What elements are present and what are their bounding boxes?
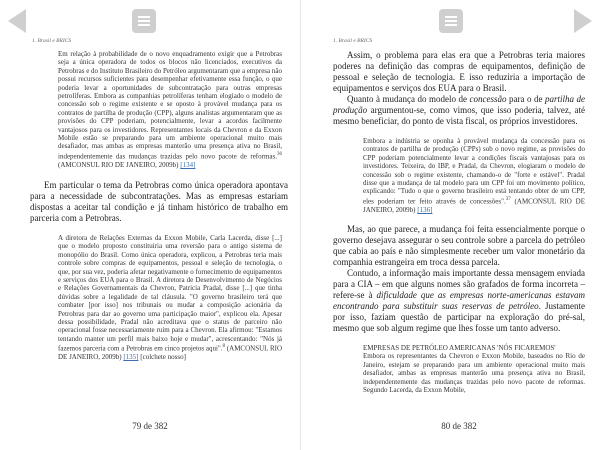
menu-icon[interactable] bbox=[132, 9, 156, 33]
footnote-ref[interactable]: 37 bbox=[505, 196, 511, 202]
text-run: . Justamente por isso, faziam questão de participar na exploração do pré-sal, mesmo que sob algum regime que lhes fosse um tanto adverso. bbox=[333, 300, 585, 333]
right-page-content bbox=[333, 50, 585, 394]
quote-note: [colchete nosso] bbox=[138, 353, 186, 362]
emphasis: dificuldade que as empresas norte-americanas estavam encontrando para substituir suas reservas de petróleo bbox=[333, 289, 585, 311]
emphasis: concessão bbox=[469, 94, 507, 104]
block-quote bbox=[363, 344, 585, 394]
text-run: argumentou-se, como vimos, que isso poderia, talvez, até mesmo beneficiar, do ponto de vista fiscal, os próprios investidores. bbox=[333, 105, 585, 126]
menu-icon[interactable] bbox=[439, 9, 463, 33]
body-paragraph bbox=[333, 94, 585, 127]
page-number: 79 de 382 bbox=[132, 421, 168, 431]
quote-source: (AMCONSUL RIO DE JANEIRO, 2009b) bbox=[58, 160, 181, 169]
reference-link[interactable]: [136] bbox=[417, 205, 433, 214]
quote-text: Em relação à probabilidade de o novo enquadramento exigir que a Petrobras seja a única operadora de todos os blocos não licenciados, executivos da Petrobras e do Instituto Brasileiro do Petróleo argumentaram que a empresa não possui recursos suficientes para desempenhar efetivamente essa função, o que poderia levar a oportunidades de subcontratação para outras empresas petrolíferas. Embora as companhias petrolíferas tenham elogiado o modelo de concessão sob o regime existente e se oposto à provável mudança para os contratos de partilha de produção (CPP), alguns analistas argumentaram que as provisões do CPP poderiam, potencialmente, levar a acordos facilmente vantajosos para os investidores. Representantes locais da Chevron e da Exxon Mobile estão se preparando para um ambiente operacional muito mais desafiador, mas ambas as empresas manterão uma presença ativa no Brasil, independentemente das mudanças trazidas pelo novo pacote de reformas. bbox=[58, 50, 282, 161]
body-paragraph: Assim, o problema para elas era que a Petrobras teria maiores poderes na definição das compras de equipamentos, definição de pessoal e seleção de tecnologia. E isso reduziria a importação de equipamentos e serviços dos EUA para o Brasil. bbox=[333, 50, 585, 93]
text-run: para o de bbox=[506, 94, 545, 104]
quote-heading: EMPRESAS DE PETRÓLEO AMERICANAS 'NÓS FICAREMOS' bbox=[363, 343, 556, 352]
left-page-content bbox=[30, 50, 288, 361]
left-page-toolbar bbox=[0, 0, 300, 36]
body-paragraph bbox=[333, 268, 585, 334]
quote-text: Embora a indústria se oponha à provável mudança da concessão para os contratos de partilha de produção (CPPs) sob o novo regime, as provisões do CPP poderiam potencialmente levar a condições fiscais vantajosas para os investidores. Teixeira, do IBP, e Pradal, da Chevron, elogiaram o modelo de concessão sob o regime existente, chamando-o de "forte e estável". Pradal disse que a mudança de tal modelo para um CPP foi um movimento político, explicando: "Tudo o que o governo brasileiro está tentando obter de um CPP, eles poderiam ter feito através de concessões". bbox=[363, 137, 585, 206]
text-run: Quanto à mudança do modelo de bbox=[347, 94, 470, 104]
block-quote bbox=[363, 137, 585, 214]
block-quote bbox=[58, 234, 282, 361]
block-quote bbox=[58, 50, 282, 169]
right-page-toolbar bbox=[301, 0, 600, 36]
running-head: 1. Brasil e BRICS bbox=[333, 38, 373, 44]
emphasis: partilha de produção bbox=[333, 94, 586, 115]
quote-text: A diretora de Relações Externas da Exxon Mobile, Carla Lacerda, disse [...] que o modelo proposto constituiria uma reversão para o antigo sistema de monopólio do Brasil. Como única operadora, explicou, a Petrobras teria mais controle sobre compras de equipamentos, pessoal e seleção de tecnologia, o que, por sua vez, poderia afetar negativamente o fornecimento de equipamentos e serviços dos EUA para o Brasil. A diretora de Desenvolvimento de Negócios e Relações Governamentais da Chevron, Patricia Pradal, disse [...] que tinha dúvidas sobre a legalidade de tal cláusula. "O governo brasileiro terá que combater [por isso] nos tribunais ou mudar a composição acionária da Petrobras para dar ao governo uma participação maior", explicou ela. Apesar dessa possibilidade, Pradal não acreditava que o status de parceiro não operacional fosse necessariamente ruim para a Chevron. Ela afirmou: "Estamos tentando manter um perfil mais baixo hoje e mudar", acrescentando: "Nós já fazemos parceria com a Petrobras em cinco projetos aqui". bbox=[58, 234, 282, 353]
quote-text: Embora os representantes da Chevron e Exxon Mobile, baseados no Rio de Janeiro, estejam se preparando para um ambiente operacional muito mais desafiador, ambas as empresas manterão uma presença ativa no Brasil, independentemente das mudanças trazidas pelo novo pacote de reformas. Segundo Lacerda, da Exxon Mobile, bbox=[363, 352, 585, 395]
footnote-ref[interactable]: 36 bbox=[277, 151, 282, 157]
previous-page-arrow-icon[interactable] bbox=[8, 9, 26, 33]
page-number: 80 de 382 bbox=[441, 421, 477, 431]
body-paragraph: Mas, ao que parece, a mudança foi feita essencialmente porque o governo desejava assegurar o seu controle sobre a parcela do petróleo que cabia ao país e não simplesmente receber um valor monetário da companhia estrangeira em troca dessa parcela. bbox=[333, 223, 585, 267]
right-page bbox=[301, 0, 600, 450]
text-run: Contudo, a informação mais importante dessa mensagem enviada para a CIA – em que alguns nomes são grafados de forma incorreta – refere-se à bbox=[333, 267, 585, 300]
quote-source: (AMCONSUL RIO DE JANEIRO, 2009b) bbox=[363, 197, 585, 214]
footnote-ref[interactable]: 8 bbox=[222, 344, 226, 350]
running-head: 1. Brasil e BRICS bbox=[32, 38, 72, 44]
body-paragraph: Em particular o tema da Petrobras como única operadora apontava para a necessidade de subcontratações. Mas as empresas estariam dispostas a aceitar tal condição e já tinham histórico de trabalho em parceria com a Petrobras. bbox=[30, 180, 288, 224]
quote-source: (AMCONSUL RIO DE JANEIRO, 2009b) bbox=[58, 344, 282, 362]
reference-link[interactable]: [134] bbox=[180, 160, 196, 169]
reference-link[interactable]: [135] bbox=[123, 353, 139, 362]
next-page-arrow-icon[interactable] bbox=[574, 9, 592, 33]
